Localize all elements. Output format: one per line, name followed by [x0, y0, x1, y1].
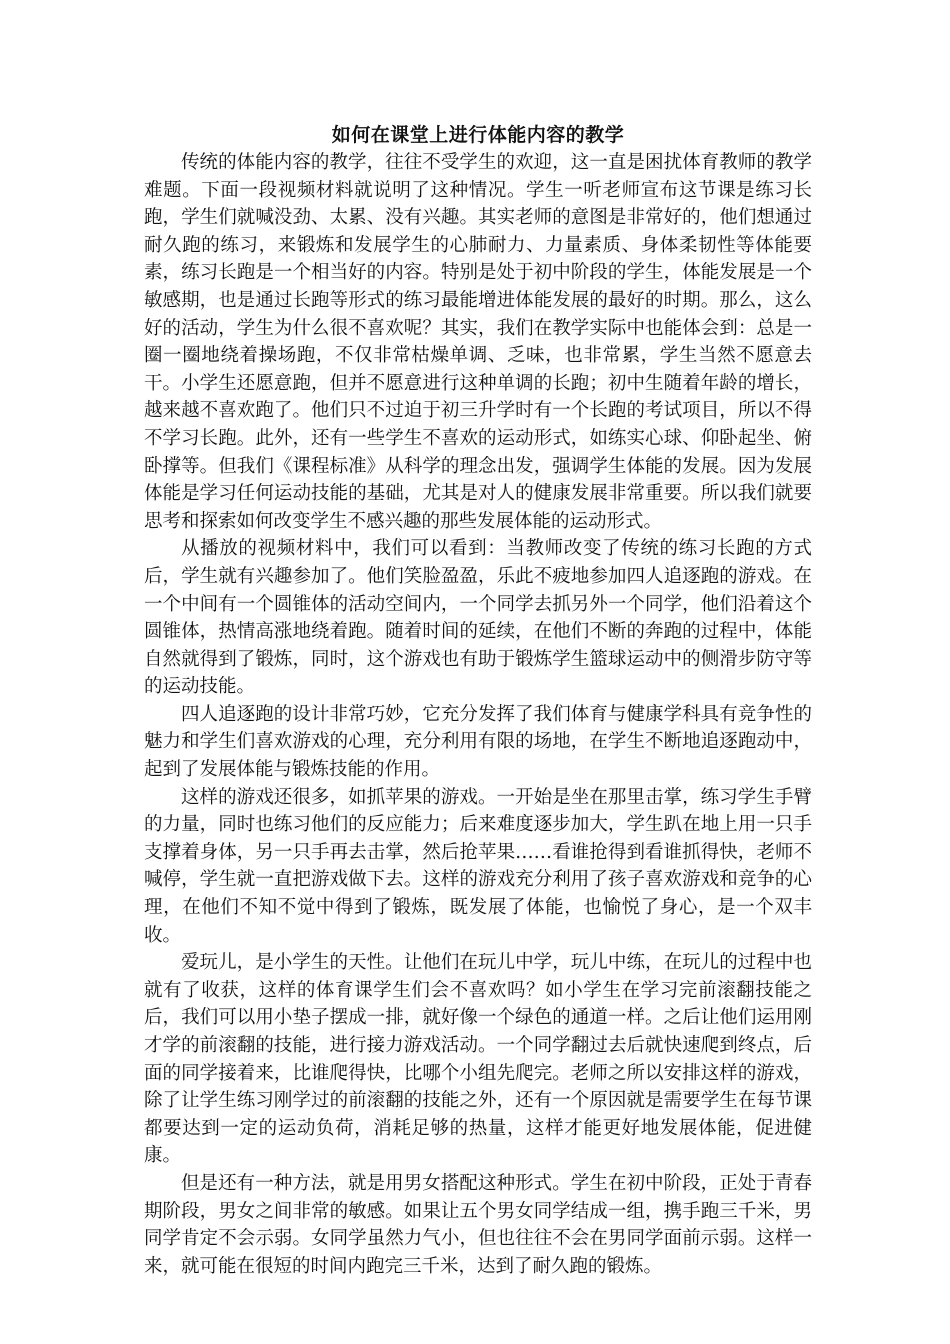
paragraph-6: 但是还有一种方法，就是用男女搭配这种形式。学生在初中阶段，正处于青春期阶段，男女之间非常的敏感。如果让五个男女同学结成一组，携手跑三千米，男同学肯定不会示弱。女同学虽然力气小，但也往往不会在男同学面前示弱。这样一来，就可能在很短的时间内跑完三千米，达到了耐久跑的锻炼。: [144, 1172, 812, 1277]
paragraph-3: 四人追逐跑的设计非常巧妙，它充分发挥了我们体育与健康学科具有竞争性的魅力和学生们喜欢游戏的心理，充分利用有限的场地，在学生不断地追逐跑动中，起到了发展体能与锻炼技能的作用。: [144, 703, 812, 781]
paragraph-1: 传统的体能内容的教学，往往不受学生的欢迎，这一直是困扰体育教师的教学难题。下面一段视频材料就说明了这种情况。学生一听老师宣布这节课是练习长跑，学生们就喊没劲、太累、没有兴趣。其实老师的意图是非常好的，他们想通过耐久跑的练习，来锻炼和发展学生的心肺耐力、力量素质、身体柔韧性等体能要素，练习长跑是一个相当好的内容。特别是处于初中阶段的学生，体能发展是一个敏感期，也是通过长跑等形式的练习最能增进体能发展的最好的时期。那么，这么好的活动，学生为什么很不喜欢呢？其实，我们在教学实际中也能体会到：总是一圈一圈地绕着操场跑，不仅非常枯燥单调、乏味，也非常累，学生当然不愿意去干。小学生还愿意跑，但并不愿意进行这种单调的长跑；初中生随着年龄的增长，越来越不喜欢跑了。他们只不过迫于初三升学时有一个长跑的考试项目，所以不得不学习长跑。此外，还有一些学生不喜欢的运动形式，如练实心球、仰卧起坐、俯卧撑等。但我们《课程标准》从科学的理念出发，强调学生体能的发展。因为发展体能是学习任何运动技能的基础，尤其是对人的健康发展非常重要。所以我们就要思考和探索如何改变学生不感兴趣的那些发展体能的运动形式。: [144, 152, 812, 532]
paragraph-2: 从播放的视频材料中，我们可以看到：当教师改变了传统的练习长跑的方式后，学生就有兴趣参加了。他们笑脸盈盈，乐此不疲地参加四人追逐跑的游戏。在一个中间有一个圆锥体的活动空间内，一个同学去抓另外一个同学，他们沿着这个圆锥体，热情高涨地绕着跑。随着时间的延续，在他们不断的奔跑的过程中，体能自然就得到了锻炼，同时，这个游戏也有助于锻炼学生篮球运动中的侧滑步防守等的运动技能。: [144, 538, 812, 698]
document-body: [144, 121, 812, 1280]
paragraph-5: 爱玩儿，是小学生的天性。让他们在玩儿中学，玩儿中练，在玩儿的过程中也就有了收获，这样的体育课学生们会不喜欢吗？如小学生在学习完前滚翻技能之后，我们可以用小垫子摆成一排，就好像一个绿色的通道一样。之后让他们运用刚才学的前滚翻的技能，进行接力游戏活动。一个同学翻过去后就快速爬到终点，后面的同学接着来，比谁爬得快，比哪个小组先爬完。老师之所以安排这样的游戏，除了让学生练习刚学过的前滚翻的技能之外，还有一个原因就是需要学生在每节课都要达到一定的运动负荷，消耗足够的热量，这样才能更好地发展体能，促进健康。: [144, 952, 812, 1167]
document-title: 如何在课堂上进行体能内容的教学: [331, 124, 625, 146]
paragraph-4: 这样的游戏还很多，如抓苹果的游戏。一开始是坐在那里击掌，练习学生手臂的力量，同时也练习他们的反应能力；后来难度逐步加大，学生趴在地上用一只手支撑着身体，另一只手再去击掌，然后抢苹果……看谁抢得到看谁抓得快，老师不喊停，学生就一直把游戏做下去。这样的游戏充分利用了孩子喜欢游戏和竞争的心理，在他们不知不觉中得到了锻炼，既发展了体能，也愉悦了身心，是一个双丰收。: [144, 786, 812, 946]
